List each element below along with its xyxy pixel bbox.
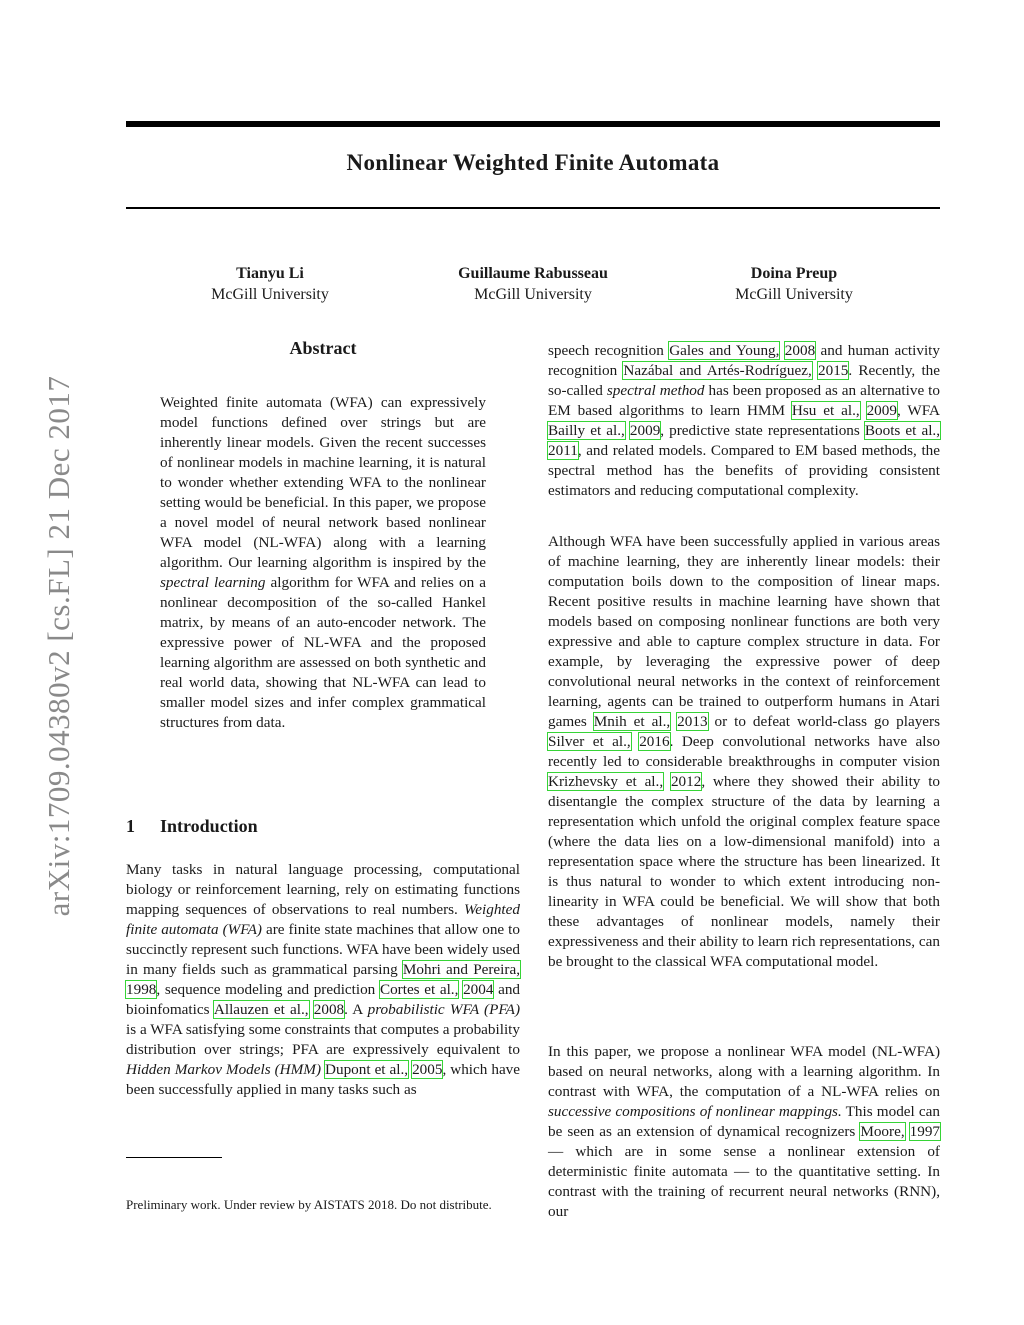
emphasis-text: spectral method xyxy=(606,382,705,399)
text-run: Weighted finite automata (WFA) can expressively model functions defined over strings but are inherently linear models. Given the recent successes of nonlinear models in machine learning, it is natural to wonder whether extending WFA to the nonlinear setting would be beneficial. In this paper, we propose a novel model of neural network based nonlinear WFA model (NL-WFA) along with a learning algorithm. Our learning algorithm is inspired by the xyxy=(160,394,486,571)
text-run: or to defeat world-class go players xyxy=(707,713,940,730)
text-run xyxy=(860,402,867,419)
citation-link[interactable]: Hsu et al., xyxy=(791,402,860,419)
author-affiliation: McGill University xyxy=(474,286,592,303)
citation-link[interactable]: 2013 xyxy=(677,713,708,730)
citation-link[interactable]: Mohri and Pereira, xyxy=(402,961,520,978)
text-run: has been proposed as an alternative to EM based algorithms to learn HMM xyxy=(548,382,940,419)
text-run: and human activity recognition xyxy=(548,342,940,379)
citation-link[interactable]: Dupont et al., xyxy=(325,1061,409,1078)
citation-link[interactable]: 2016 xyxy=(639,733,670,750)
title-rule-top xyxy=(126,121,940,127)
author-name: Doina Preup xyxy=(750,265,838,282)
emphasis-text: Hidden Markov Models (HMM) xyxy=(126,1061,322,1078)
text-run xyxy=(663,773,671,790)
text-run: , WFA xyxy=(896,402,940,419)
section-number: 1 xyxy=(126,816,135,836)
text-run: speech recognition xyxy=(548,342,670,359)
citation-link[interactable]: 1997 xyxy=(909,1123,940,1140)
citation-link[interactable]: 2008 xyxy=(784,342,816,359)
abstract-text xyxy=(160,393,486,733)
citation-link[interactable]: Bailly et al., xyxy=(548,422,625,439)
emphasis-text: probabilistic WFA (PFA) xyxy=(367,1001,520,1018)
text-run: This model can be seen as an extension of dynamical recognizers xyxy=(548,1103,940,1140)
footnote-rule xyxy=(126,1157,222,1158)
title-rule-bottom xyxy=(126,207,940,209)
arxiv-identifier: arXiv:1709.04380v2 [cs.FL] 21 Dec 2017 xyxy=(41,375,76,917)
author-block xyxy=(674,263,914,305)
author-block xyxy=(413,263,653,305)
citation-link[interactable]: 2011 xyxy=(548,442,578,459)
author-affiliation: McGill University xyxy=(735,286,853,303)
body-paragraph xyxy=(548,532,940,972)
text-run: algorithm for WFA and relies on a nonlinear decomposition of the so-called Hankel matrix, by means of an auto-encoder network. The expressive power of NL-WFA and the proposed learning algorithm are assessed on both synthetic and real world data, showing that NL-WFA can lead to smaller model sizes and infer complex grammatical structures from data. xyxy=(160,574,486,731)
text-run: , which have been successfully applied in many tasks such as xyxy=(126,1061,521,1098)
citation-link[interactable]: 2008 xyxy=(313,1001,345,1018)
text-run: , predictive state representations xyxy=(660,422,865,439)
author-name: Tianyu Li xyxy=(236,265,304,282)
text-run: , and related models. Compared to EM based methods, the spectral method has the benefits of providing consistent estimators and reducing computational complexity. xyxy=(548,442,940,499)
text-run: In this paper, we propose a nonlinear WFA model (NL-WFA) based on neural networks, along with a learning algorithm. In contrast with WFA, the computation of a NL-WFA relies on xyxy=(548,1043,940,1100)
text-run: Although WFA have been successfully applied in various areas of machine learning, they are inherently linear models: their computation boils down to the composition of linear maps. Recent positive results in machine learning have shown that models based on composing nonlinear functions are both very expressive and able to capture complex structure in data. For example, by leveraging the expressive power of deep convolutional neural networks in the context of reinforcement learning, agents can be trained to outperform humans in Atari games xyxy=(548,533,940,730)
text-run: and bioinfomatics xyxy=(126,981,521,1018)
body-paragraph xyxy=(548,341,940,501)
section-title: Introduction xyxy=(160,816,258,836)
text-run xyxy=(631,733,639,750)
citation-link[interactable]: 2009 xyxy=(629,422,661,439)
intro-paragraph xyxy=(126,860,520,1100)
body-paragraph xyxy=(548,1042,940,1222)
citation-link[interactable]: Gales and Young, xyxy=(669,342,780,359)
author-affiliation: McGill University xyxy=(211,286,329,303)
section-heading xyxy=(126,816,258,837)
citation-link[interactable]: 2015 xyxy=(818,362,849,379)
citation-link[interactable]: Allauzen et al., xyxy=(213,1001,309,1018)
author-block xyxy=(150,263,390,305)
citation-link[interactable]: Nazábal and Artés-Rodríguez, xyxy=(623,362,812,379)
text-run: is a WFA satisfying some constraints that computes a probability distribution over strings; PFA are expressively equivalent to xyxy=(126,1021,520,1058)
emphasis-text: successive compositions of nonlinear mappings. xyxy=(548,1103,842,1120)
citation-link[interactable]: 1998 xyxy=(126,981,157,998)
text-run: , where they showed their ability to disentangle the complex structure of the data by learning a representation which unfold the original complex feature space (where the data lies on a low-dimensional manifold) into a representation space where the structure has been linearized. It is thus natural to wonder to which extent introducing non-linearity in WFA could be beneficial. We will show that both these advantages of nonlinear models, namely their expressiveness and their ability to learn rich representations, can be brought to the classical WFA computational model. xyxy=(548,773,941,970)
abstract-heading: Abstract xyxy=(289,338,357,358)
citation-link[interactable]: 2012 xyxy=(670,773,702,790)
text-run: . A xyxy=(344,1001,368,1018)
text-run: . Deep convolutional networks have also recently led to considerable breakthroughs in computer vision xyxy=(548,733,941,770)
citation-link[interactable]: 2009 xyxy=(866,402,897,419)
citation-link[interactable]: 2004 xyxy=(463,981,494,998)
footnote: Preliminary work. Under review by AISTATS 2018. Do not distribute. xyxy=(126,1197,492,1212)
paper-title: Nonlinear Weighted Finite Automata xyxy=(346,150,720,175)
text-run xyxy=(779,342,784,359)
emphasis-text: spectral learning xyxy=(160,574,266,591)
text-run: , sequence modeling and prediction xyxy=(156,981,380,998)
text-run: — which are in some sense a nonlinear extension of deterministic finite automata — to the quantitative setting. In contrast with the training of recurrent neural networks (RNN), our xyxy=(548,1143,940,1220)
citation-link[interactable]: 2005 xyxy=(412,1061,443,1078)
citation-link[interactable]: Silver et al., xyxy=(548,733,631,750)
citation-link[interactable]: Krizhevsky et al., xyxy=(548,773,664,790)
emphasis-text: Weighted finite automata (WFA) xyxy=(126,901,520,938)
citation-link[interactable]: Boots et al., xyxy=(864,422,941,439)
text-run: are finite state machines that allow one to succinctly represent such functions. WFA have been widely used in many fields such as grammatical parsing xyxy=(126,921,520,978)
author-name: Guillaume Rabusseau xyxy=(458,265,608,282)
citation-link[interactable]: Mnih et al., xyxy=(593,713,671,730)
text-run: . Recently, the so-called xyxy=(548,362,941,399)
text-run xyxy=(309,1001,314,1018)
text-run xyxy=(905,1123,910,1140)
citation-link[interactable]: Moore, xyxy=(860,1123,905,1140)
text-run: Many tasks in natural language processing, computational biology or reinforcement learning, rely on estimating functions mapping sequences of observations to real numbers. xyxy=(126,861,520,918)
citation-link[interactable]: Cortes et al., xyxy=(379,981,459,998)
